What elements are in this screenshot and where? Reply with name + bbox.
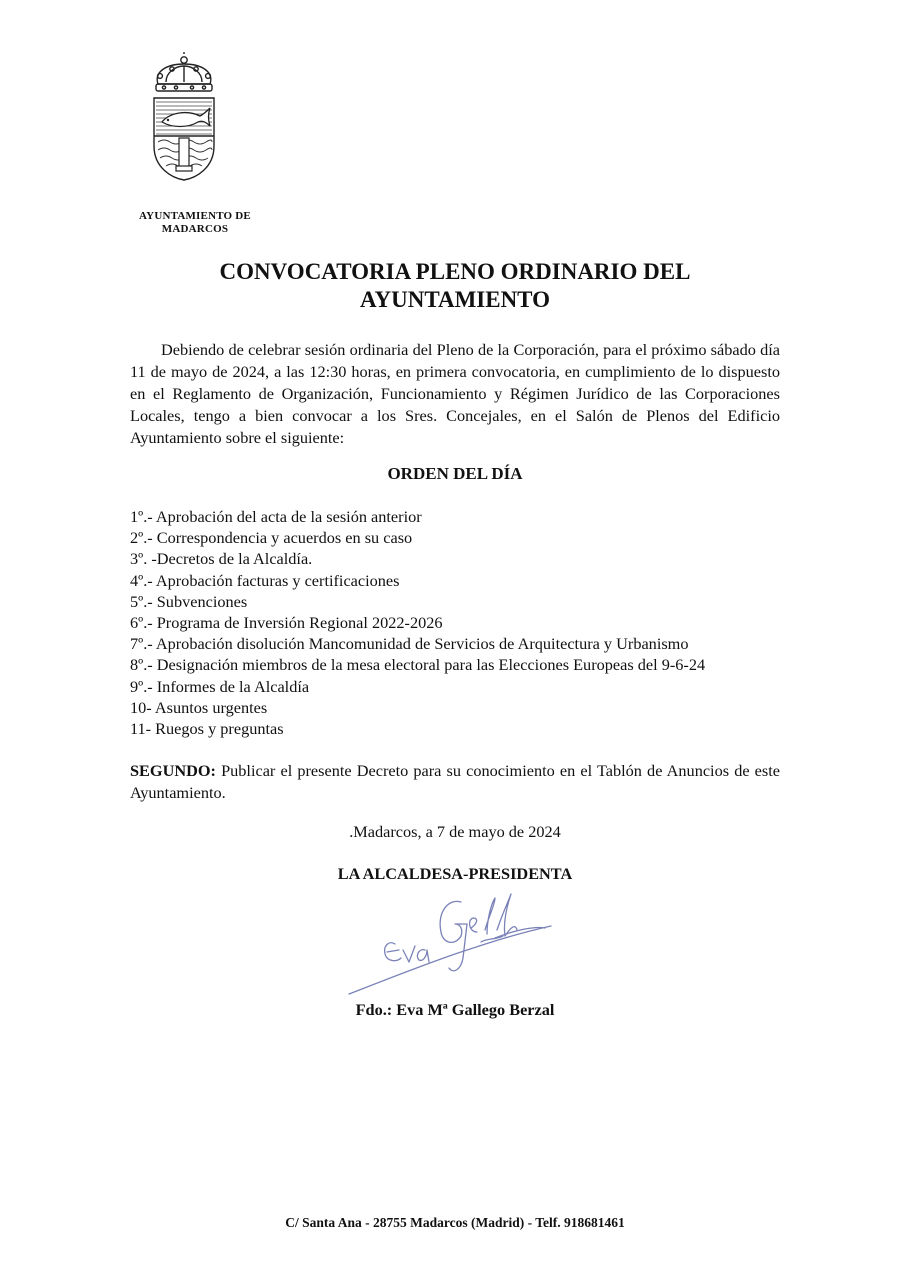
organization-line-1: AYUNTAMIENTO DE [139,210,251,222]
organization-line-2: MADARCOS [161,223,229,235]
organization-name [128,210,262,236]
second-resolution [130,760,780,804]
place-date: .Madarcos, a 7 de mayo de 2024 [349,822,561,841]
document-title [130,258,780,314]
agenda-item: 1º.- Aprobación del acta de la sesión anterior [130,507,422,526]
title-line-1: CONVOCATORIA PLENO ORDINARIO DEL [219,259,691,284]
agenda-item: 8º.- Designación miembros de la mesa electoral para las Elecciones Europeas del 9-6-24 [130,655,706,675]
agenda-item: 10- Asuntos urgentes [130,697,268,717]
agenda-item: 6º.- Programa de Inversión Regional 2022-2026 [130,613,443,633]
agenda-item: 5º.- Subvenciones [130,591,248,611]
signer-name: Fdo.: Eva Mª Gallego Berzal [355,1000,555,1019]
agenda-item: 3º. -Decretos de la Alcaldía. [130,549,313,569]
agenda-item: 9º.- Informes de la Alcaldía [130,676,310,696]
footer-address: C/ Santa Ana - 28755 Madarcos (Madrid) - Telf. 918681461 [285,1215,625,1230]
coat-of-arms-icon [148,52,220,184]
second-text: Publicar el presente Decreto para su conocimiento en el Tablón de Anuncios de este Ayuntamiento. [130,761,780,802]
intro-paragraph: Debiendo de celebrar sesión ordinaria del Pleno de la Corporación, para el próximo sábado día 11 de mayo de 2024, a las 12:30 horas, en primera convocatoria, en cumplimiento de lo dispuesto en el Reglamento de Organización, Funcionamiento y Régimen Jurídico de las Corporaciones Locales, tengo a bien convocar a los Sres. Concejales, en el Salón de Plenos del Edificio Ayuntamiento sobre el siguiente: [130,340,780,447]
agenda-list [130,506,810,739]
second-label: SEGUNDO: [130,761,216,780]
agenda-item: 2º.- Correspondencia y acuerdos en su caso [130,528,413,548]
agenda-heading: ORDEN DEL DÍA [387,464,523,483]
agenda-item: 4º.- Aprobación facturas y certificaciones [130,570,400,590]
agenda-item: 7º.- Aprobación disolución Mancomunidad de Servicios de Arquitectura y Urbanismo [130,634,689,654]
agenda-item: 11- Ruegos y preguntas [130,719,284,739]
signature-image [345,890,560,1000]
signer-role: LA ALCALDESA-PRESIDENTA [337,864,573,883]
title-line-2: AYUNTAMIENTO [360,287,550,312]
